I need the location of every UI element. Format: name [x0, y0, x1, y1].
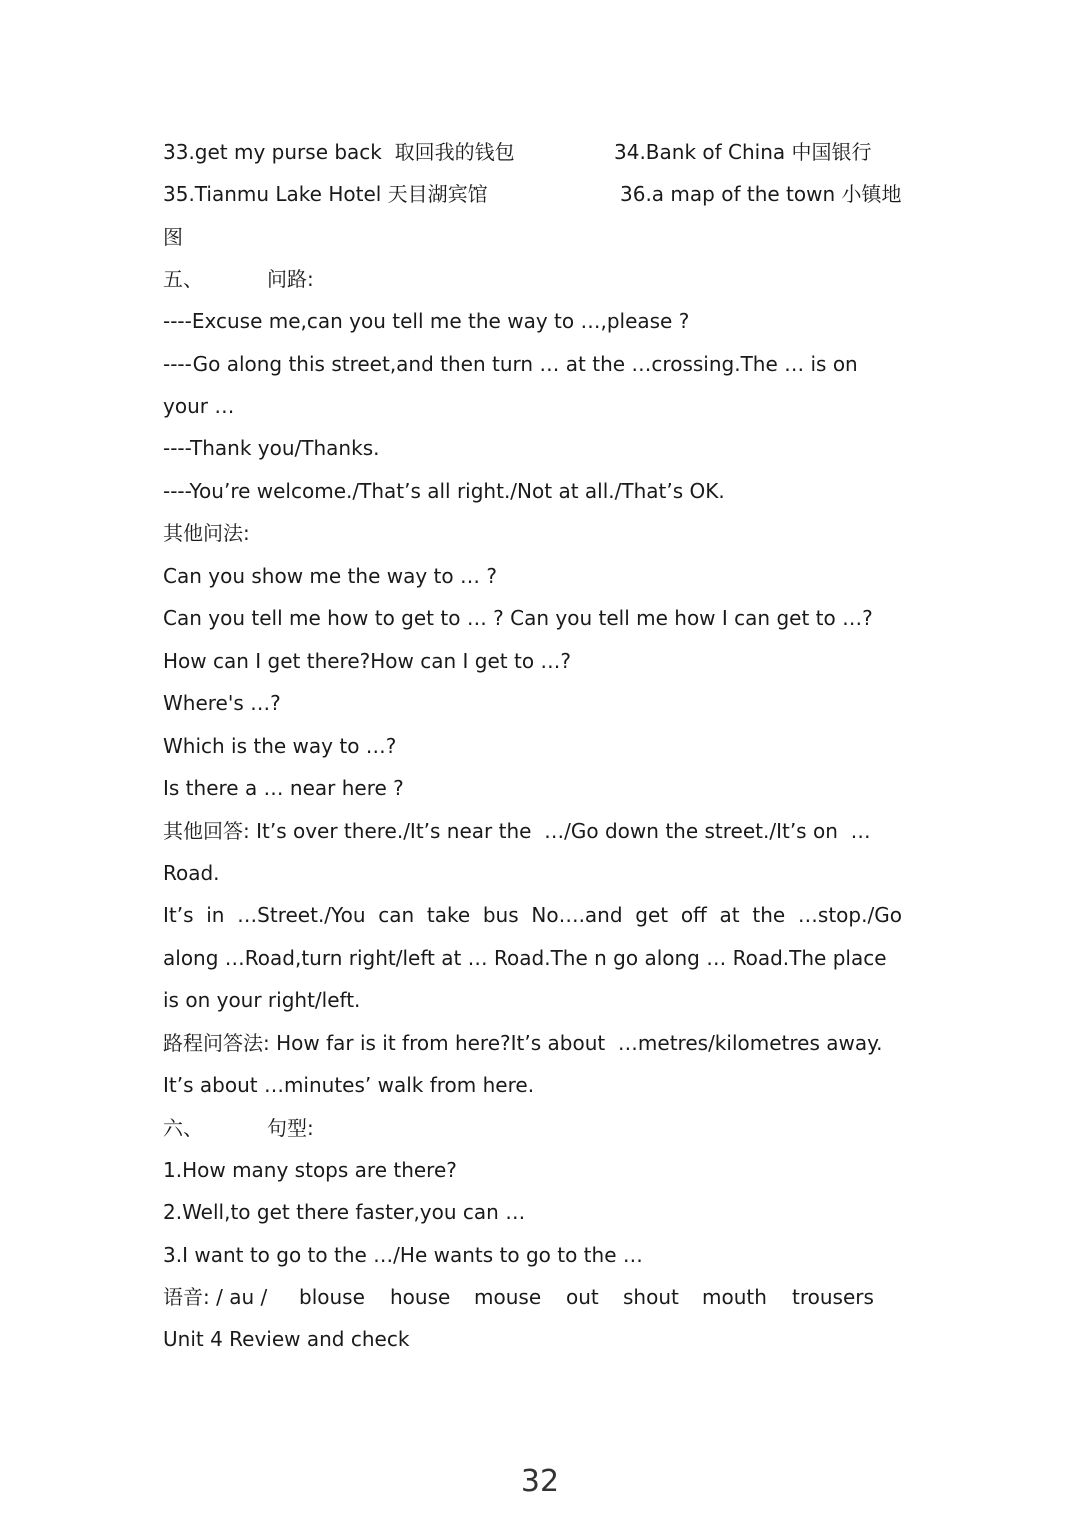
section-6-title: 句型:	[267, 1116, 314, 1140]
phonetics-label: 语音: / au /	[163, 1285, 268, 1309]
other-ask-line: Which is the way to …?	[163, 734, 397, 758]
other-answer-line: Road.	[163, 861, 220, 885]
vocab-item-36-wrap: 图	[163, 225, 183, 249]
phonetics-word: blouse	[299, 1285, 365, 1309]
phonetics-word: mouse	[474, 1285, 542, 1309]
unit-title: Unit 4 Review and check	[163, 1327, 410, 1351]
pattern-line: 3.I want to go to the …/He wants to go to the …	[163, 1243, 643, 1267]
other-answer-line: along …Road,turn right/left at … Road.The n go along … Road.The place	[163, 946, 887, 970]
distance-qa-line: 路程问答法: How far is it from here?It’s about …metres/kilometres away.	[163, 1031, 883, 1055]
section-6-number: 六、	[163, 1116, 203, 1140]
vocab-item-35: 35.Tianmu Lake Hotel 天目湖宾馆	[163, 182, 488, 206]
other-ask-label: 其他问法:	[163, 521, 250, 545]
other-ask-line: Can you tell me how to get to … ? Can you tell me how I can get to …?	[163, 606, 873, 630]
other-ask-line: Can you show me the way to … ?	[163, 564, 497, 588]
other-ask-line: Where's …?	[163, 691, 281, 715]
other-answer-line: 其他回答: It’s over there./It’s near the …/Go down the street./It’s on …	[163, 819, 871, 843]
other-ask-line: How can I get there?How can I get to …?	[163, 649, 572, 673]
dialogue-line: your …	[163, 394, 235, 418]
other-answer-line: It’s in …Street./You can take bus No….and get off at the …stop./Go	[163, 903, 902, 927]
page-number: 32	[520, 1464, 560, 1499]
section-5-number: 五、	[163, 267, 203, 291]
other-answer-line: is on your right/left.	[163, 988, 361, 1012]
pattern-line: 1.How many stops are there?	[163, 1158, 457, 1182]
phonetics-word: house	[390, 1285, 451, 1309]
phonetics-word: shout	[623, 1285, 679, 1309]
phonetics-word: out	[566, 1285, 599, 1309]
vocab-item-36: 36.a map of the town 小镇地	[620, 182, 902, 206]
phonetics-word: trousers	[792, 1285, 874, 1309]
dialogue-line: ----Thank you/Thanks.	[163, 436, 380, 460]
vocab-item-34: 34.Bank of China 中国银行	[614, 140, 872, 164]
pattern-line: 2.Well,to get there faster,you can …	[163, 1200, 526, 1224]
dialogue-line: ----You’re welcome./That’s all right./Not at all./That’s OK.	[163, 479, 725, 503]
other-ask-line: Is there a … near here ?	[163, 776, 404, 800]
dialogue-line: ----Excuse me,can you tell me the way to …,please ?	[163, 309, 690, 333]
distance-qa-line: It’s about …minutes’ walk from here.	[163, 1073, 535, 1097]
section-5-title: 问路:	[267, 267, 314, 291]
vocab-item-33: 33.get my purse back 取回我的钱包	[163, 140, 515, 164]
dialogue-line: ----Go along this street,and then turn … at the …crossing.The … is on	[163, 352, 858, 376]
phonetics-word: mouth	[702, 1285, 767, 1309]
